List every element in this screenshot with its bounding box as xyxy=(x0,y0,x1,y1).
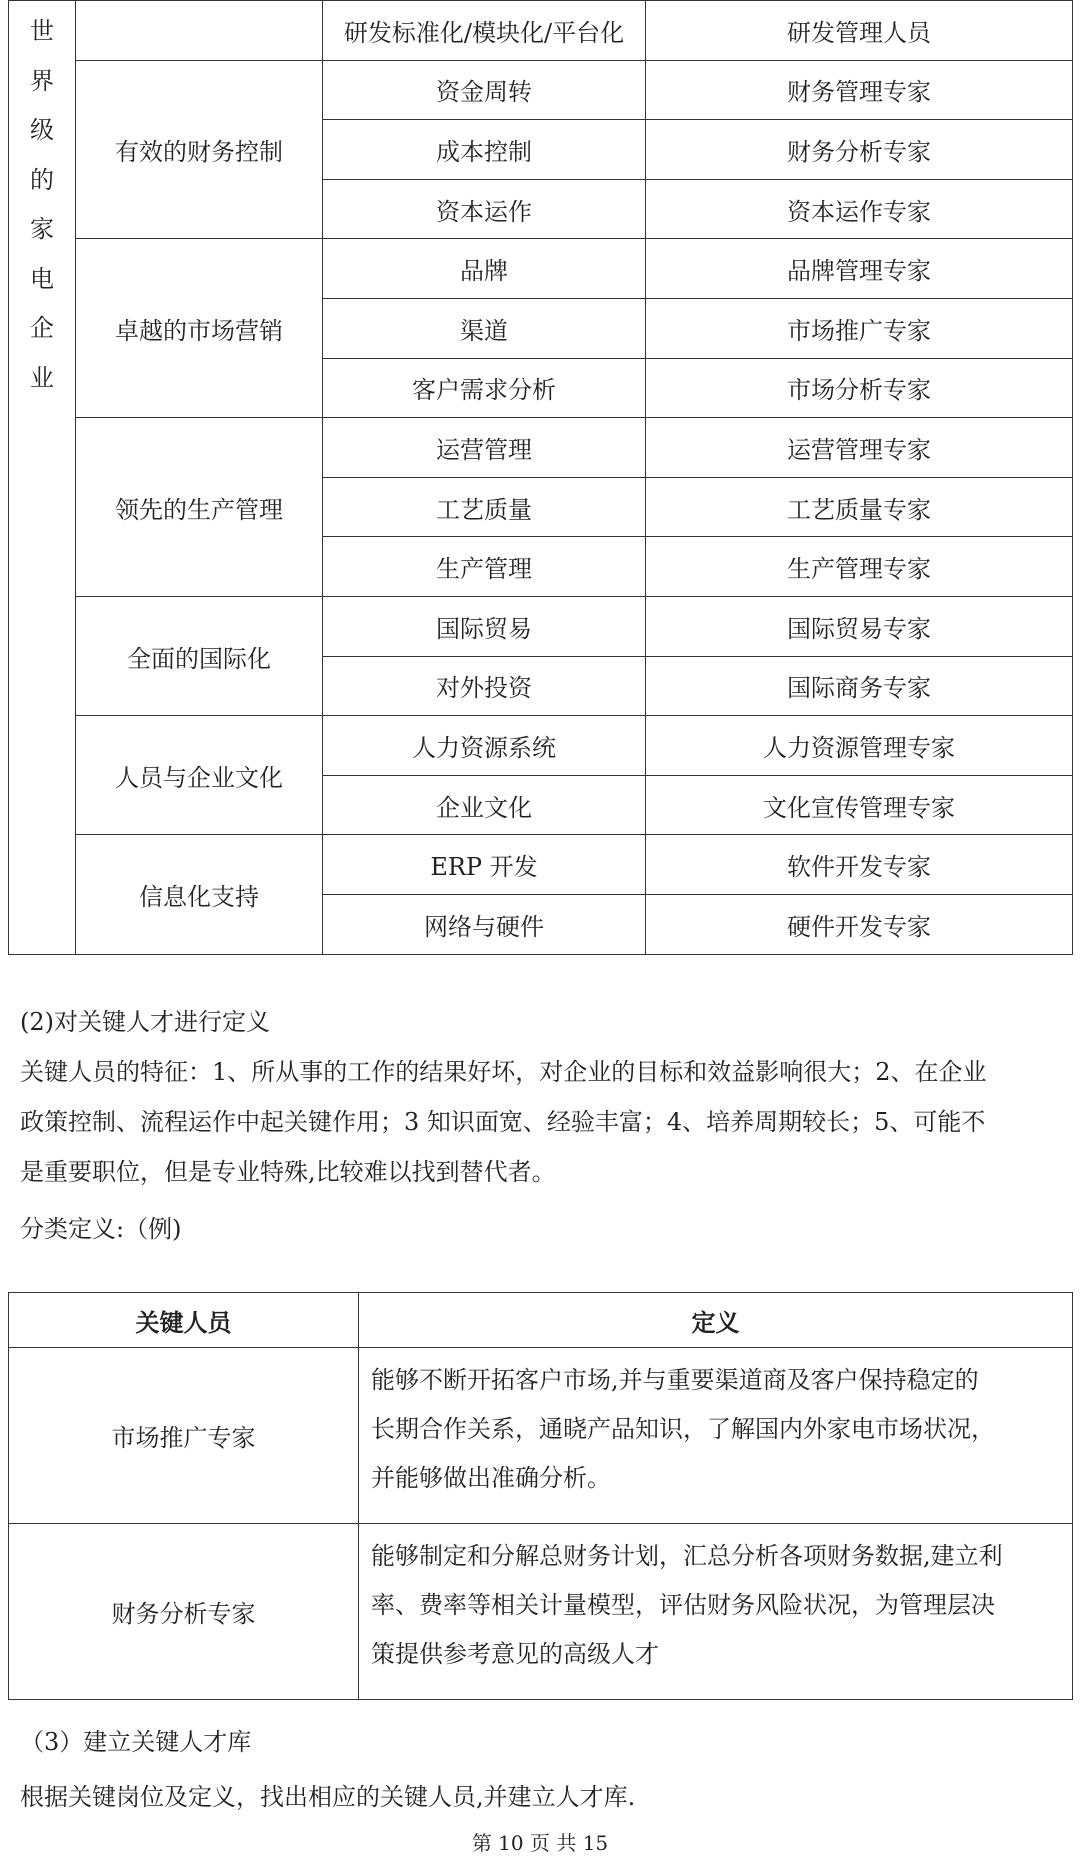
definition-line: 策提供参考意见的高级人才 xyxy=(371,1640,659,1668)
header-key-personnel: 关键人员 xyxy=(9,1293,359,1348)
item-cell: 客户需求分析 xyxy=(323,358,646,418)
page-footer: 第 10 页 共 15 xyxy=(471,1831,609,1855)
personnel-name-cell: 市场推广专家 xyxy=(9,1348,359,1524)
item-cell: 网络与硬件 xyxy=(323,894,646,954)
talent-cell: 财务分析专家 xyxy=(646,120,1073,180)
header-definition: 定义 xyxy=(359,1293,1073,1348)
category-cell: 领先的生产管理 xyxy=(76,418,323,597)
talent-cell: 市场分析专家 xyxy=(646,358,1073,418)
talent-cell: 运营管理专家 xyxy=(646,418,1073,478)
talent-cell: 人力资源管理专家 xyxy=(646,716,1073,776)
item-cell: 渠道 xyxy=(323,298,646,358)
category-cell: 全面的国际化 xyxy=(76,596,323,715)
definition-line: 能够不断开拓客户市场,并与重要渠道商及客户保持稳定的 xyxy=(371,1366,979,1394)
talent-cell: 研发管理人员 xyxy=(646,1,1073,61)
definition-line: 并能够做出准确分析。 xyxy=(371,1464,611,1492)
category-cell: 信息化支持 xyxy=(76,835,323,954)
item-cell: 对外投资 xyxy=(323,656,646,716)
features-line-2: 政策控制、流程运作中起关键作用；3 知识面宽、经验丰富；4、培养周期较长；5、可能不 xyxy=(20,1108,986,1136)
talent-cell: 资本运作专家 xyxy=(646,179,1073,239)
talent-cell: 工艺质量专家 xyxy=(646,477,1073,537)
category-cell xyxy=(76,1,323,61)
section-3-text: 根据关键岗位及定义，找出相应的关键人员,并建立人才库. xyxy=(20,1783,636,1811)
item-cell: 品牌 xyxy=(323,239,646,299)
talent-cell: 文化宣传管理专家 xyxy=(646,775,1073,835)
item-cell: 生产管理 xyxy=(323,537,646,597)
personnel-name-cell: 财务分析专家 xyxy=(9,1524,359,1700)
category-cell: 有效的财务控制 xyxy=(76,60,323,239)
section-2-heading: (2)对关键人才进行定义 xyxy=(20,1008,270,1036)
item-cell: ERP 开发 xyxy=(323,835,646,895)
definition-line: 长期合作关系，通晓产品知识，了解国内外家电市场状况， xyxy=(371,1415,995,1443)
item-cell: 成本控制 xyxy=(323,120,646,180)
talent-cell: 软件开发专家 xyxy=(646,835,1073,895)
item-cell: 人力资源系统 xyxy=(323,716,646,776)
item-cell: 运营管理 xyxy=(323,418,646,478)
item-cell: 企业文化 xyxy=(323,775,646,835)
talent-mapping-table xyxy=(8,0,1073,955)
talent-cell: 生产管理专家 xyxy=(646,537,1073,597)
section-3-heading: （3）建立关键人才库 xyxy=(20,1728,252,1756)
category-cell: 人员与企业文化 xyxy=(76,716,323,835)
item-cell: 工艺质量 xyxy=(323,477,646,537)
world-class-appliance-enterprise-label: 世 界 级 的 家 电 企 业 xyxy=(9,1,76,955)
classification-label: 分类定义:（例) xyxy=(20,1215,182,1243)
features-line-1: 关键人员的特征：1、所从事的工作的结果好坏，对企业的目标和效益影响很大；2、在企业 xyxy=(20,1058,987,1086)
talent-cell: 国际贸易专家 xyxy=(646,596,1073,656)
definition-cell xyxy=(359,1348,1073,1524)
talent-cell: 品牌管理专家 xyxy=(646,239,1073,299)
talent-cell: 国际商务专家 xyxy=(646,656,1073,716)
item-cell: 资金周转 xyxy=(323,60,646,120)
item-cell: 资本运作 xyxy=(323,179,646,239)
definition-line: 率、费率等相关计量模型，评估财务风险状况，为管理层决 xyxy=(371,1591,995,1619)
features-line-3: 是重要职位，但是专业特殊,比较难以找到替代者。 xyxy=(20,1158,556,1186)
definition-line: 能够制定和分解总财务计划，汇总分析各项财务数据,建立利 xyxy=(371,1542,1003,1570)
category-cell: 卓越的市场营销 xyxy=(76,239,323,418)
talent-cell: 硬件开发专家 xyxy=(646,894,1073,954)
item-cell: 国际贸易 xyxy=(323,596,646,656)
key-personnel-definition-table xyxy=(8,1292,1073,1700)
definition-cell xyxy=(359,1524,1073,1700)
item-cell: 研发标准化/模块化/平台化 xyxy=(323,1,646,61)
talent-cell: 市场推广专家 xyxy=(646,298,1073,358)
talent-cell: 财务管理专家 xyxy=(646,60,1073,120)
